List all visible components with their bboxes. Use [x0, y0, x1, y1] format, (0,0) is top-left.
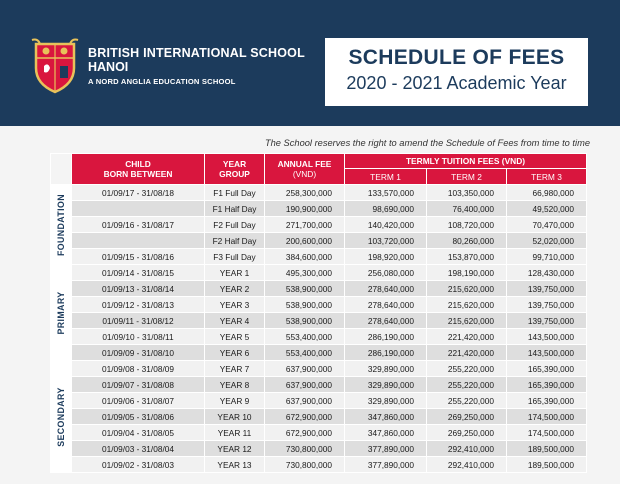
term2-fee-cell: 221,420,000	[427, 345, 507, 361]
table-row	[51, 457, 587, 473]
annual-fee-cell: 495,300,000	[265, 265, 345, 281]
born-between-cell: 01/09/16 - 31/08/17	[72, 217, 205, 233]
born-between-cell: 01/09/12 - 31/08/13	[72, 297, 205, 313]
term2-fee-cell: 255,220,000	[427, 393, 507, 409]
term3-fee-cell: 139,750,000	[507, 281, 587, 297]
term1-fee-cell: 286,190,000	[345, 329, 427, 345]
born-between-cell: 01/09/13 - 31/08/14	[72, 281, 205, 297]
term2-fee-cell: 269,250,000	[427, 409, 507, 425]
term2-fee-cell: 198,190,000	[427, 265, 507, 281]
year-group-cell: YEAR 9	[205, 393, 265, 409]
annual-fee-cell: 672,900,000	[265, 425, 345, 441]
header-annual-line2: (VND)	[292, 169, 317, 179]
table-row	[51, 185, 587, 201]
term2-fee-cell: 255,220,000	[427, 377, 507, 393]
header-year-group	[205, 154, 265, 185]
fees-table-body	[51, 185, 587, 473]
header-child-line1: CHILD	[125, 159, 151, 169]
born-between-cell	[72, 201, 205, 217]
header-year-line1: YEAR	[222, 159, 247, 169]
term1-fee-cell: 256,080,000	[345, 265, 427, 281]
term1-fee-cell: 329,890,000	[345, 377, 427, 393]
table-row	[51, 201, 587, 217]
table-row	[51, 345, 587, 361]
born-between-cell: 01/09/15 - 31/08/16	[72, 249, 205, 265]
table-row	[51, 265, 587, 281]
school-name-line2: HANOI	[88, 60, 129, 74]
born-between-cell: 01/09/05 - 31/08/06	[72, 409, 205, 425]
annual-fee-cell: 730,800,000	[265, 441, 345, 457]
born-between-cell: 01/09/07 - 31/08/08	[72, 377, 205, 393]
annual-fee-cell: 258,300,000	[265, 185, 345, 201]
term3-fee-cell: 143,500,000	[507, 329, 587, 345]
annual-fee-cell: 538,900,000	[265, 281, 345, 297]
term1-fee-cell: 140,420,000	[345, 217, 427, 233]
school-crest-icon	[30, 38, 80, 94]
term1-fee-cell: 133,570,000	[345, 185, 427, 201]
term3-fee-cell: 49,520,000	[507, 201, 587, 217]
term3-fee-cell: 66,980,000	[507, 185, 587, 201]
year-group-cell: F2 Full Day	[205, 217, 265, 233]
term3-fee-cell: 128,430,000	[507, 265, 587, 281]
year-group-cell: F1 Full Day	[205, 185, 265, 201]
header-annual-fee	[265, 154, 345, 185]
amendment-notice: The School reserves the right to amend the Schedule of Fees from time to time	[264, 138, 590, 148]
term3-fee-cell: 139,750,000	[507, 297, 587, 313]
table-row	[51, 425, 587, 441]
header-termly-fees: TERMLY TUITION FEES (VND)	[345, 154, 587, 169]
table-row	[51, 377, 587, 393]
born-between-cell: 01/09/09 - 31/08/10	[72, 345, 205, 361]
year-group-cell: YEAR 13	[205, 457, 265, 473]
term2-fee-cell: 76,400,000	[427, 201, 507, 217]
term1-fee-cell: 103,720,000	[345, 233, 427, 249]
term1-fee-cell: 329,890,000	[345, 361, 427, 377]
annual-fee-cell: 553,400,000	[265, 329, 345, 345]
header-year-line2: GROUP	[219, 169, 250, 179]
section-label-text: PRIMARY	[56, 290, 66, 335]
page-subtitle: 2020 - 2021 Academic Year	[346, 73, 567, 93]
table-row	[51, 313, 587, 329]
born-between-cell: 01/09/08 - 31/08/09	[72, 361, 205, 377]
term3-fee-cell: 174,500,000	[507, 425, 587, 441]
header-banner	[0, 0, 620, 126]
term1-fee-cell: 278,640,000	[345, 281, 427, 297]
table-row	[51, 361, 587, 377]
term2-fee-cell: 215,620,000	[427, 281, 507, 297]
section-label-primary	[51, 265, 72, 361]
table-row	[51, 329, 587, 345]
term1-fee-cell: 347,860,000	[345, 425, 427, 441]
year-group-cell: YEAR 7	[205, 361, 265, 377]
term3-fee-cell: 189,500,000	[507, 441, 587, 457]
term2-fee-cell: 269,250,000	[427, 425, 507, 441]
born-between-cell: 01/09/10 - 31/08/11	[72, 329, 205, 345]
born-between-cell: 01/09/17 - 31/08/18	[72, 185, 205, 201]
annual-fee-cell: 200,600,000	[265, 233, 345, 249]
title-box	[325, 38, 588, 106]
term2-fee-cell: 221,420,000	[427, 329, 507, 345]
term3-fee-cell: 143,500,000	[507, 345, 587, 361]
section-label-text: SECONDARY	[56, 386, 66, 447]
born-between-cell: 01/09/11 - 31/08/12	[72, 313, 205, 329]
year-group-cell: YEAR 2	[205, 281, 265, 297]
year-group-cell: F3 Full Day	[205, 249, 265, 265]
born-between-cell: 01/09/02 - 31/08/03	[72, 457, 205, 473]
table-row	[51, 409, 587, 425]
table-row	[51, 217, 587, 233]
annual-fee-cell: 538,900,000	[265, 313, 345, 329]
school-tagline: A NORD ANGLIA EDUCATION SCHOOL	[88, 77, 236, 86]
term1-fee-cell: 377,890,000	[345, 457, 427, 473]
born-between-cell: 01/09/06 - 31/08/07	[72, 393, 205, 409]
term3-fee-cell: 165,390,000	[507, 393, 587, 409]
term3-fee-cell: 165,390,000	[507, 377, 587, 393]
term1-fee-cell: 198,920,000	[345, 249, 427, 265]
corner-cell	[51, 154, 72, 185]
annual-fee-cell: 672,900,000	[265, 409, 345, 425]
school-name-block	[88, 46, 305, 86]
header-child-born	[72, 154, 205, 185]
year-group-cell: YEAR 10	[205, 409, 265, 425]
year-group-cell: YEAR 5	[205, 329, 265, 345]
header-term3: TERM 3	[507, 169, 587, 185]
term1-fee-cell: 278,640,000	[345, 313, 427, 329]
term2-fee-cell: 292,410,000	[427, 441, 507, 457]
born-between-cell: 01/09/03 - 31/08/04	[72, 441, 205, 457]
annual-fee-cell: 384,600,000	[265, 249, 345, 265]
born-between-cell	[72, 233, 205, 249]
header-term1: TERM 1	[345, 169, 427, 185]
header-term2: TERM 2	[427, 169, 507, 185]
term2-fee-cell: 215,620,000	[427, 313, 507, 329]
annual-fee-cell: 553,400,000	[265, 345, 345, 361]
year-group-cell: YEAR 12	[205, 441, 265, 457]
term3-fee-cell: 70,470,000	[507, 217, 587, 233]
annual-fee-cell: 190,900,000	[265, 201, 345, 217]
header-annual-line1: ANNUAL FEE	[277, 159, 332, 169]
term1-fee-cell: 347,860,000	[345, 409, 427, 425]
section-label-secondary	[51, 361, 72, 473]
born-between-cell: 01/09/14 - 31/08/15	[72, 265, 205, 281]
annual-fee-cell: 538,900,000	[265, 297, 345, 313]
table-row	[51, 233, 587, 249]
term2-fee-cell: 108,720,000	[427, 217, 507, 233]
term1-fee-cell: 377,890,000	[345, 441, 427, 457]
table-row	[51, 393, 587, 409]
year-group-cell: F1 Half Day	[205, 201, 265, 217]
term2-fee-cell: 215,620,000	[427, 297, 507, 313]
term1-fee-cell: 286,190,000	[345, 345, 427, 361]
header-child-line2: BORN BETWEEN	[103, 169, 173, 179]
term1-fee-cell: 98,690,000	[345, 201, 427, 217]
table-row	[51, 249, 587, 265]
annual-fee-cell: 637,900,000	[265, 393, 345, 409]
year-group-cell: YEAR 4	[205, 313, 265, 329]
term2-fee-cell: 255,220,000	[427, 361, 507, 377]
table-row	[51, 441, 587, 457]
term2-fee-cell: 292,410,000	[427, 457, 507, 473]
term3-fee-cell: 189,500,000	[507, 457, 587, 473]
term2-fee-cell: 153,870,000	[427, 249, 507, 265]
school-name-line1: BRITISH INTERNATIONAL SCHOOL	[88, 46, 305, 60]
term3-fee-cell: 139,750,000	[507, 313, 587, 329]
year-group-cell: YEAR 6	[205, 345, 265, 361]
table-row	[51, 297, 587, 313]
year-group-cell: YEAR 8	[205, 377, 265, 393]
born-between-cell: 01/09/04 - 31/08/05	[72, 425, 205, 441]
term1-fee-cell: 329,890,000	[345, 393, 427, 409]
annual-fee-cell: 637,900,000	[265, 361, 345, 377]
section-label-foundation	[51, 185, 72, 265]
term2-fee-cell: 80,260,000	[427, 233, 507, 249]
term3-fee-cell: 174,500,000	[507, 409, 587, 425]
year-group-cell: F2 Half Day	[205, 233, 265, 249]
fees-table	[50, 153, 587, 473]
year-group-cell: YEAR 3	[205, 297, 265, 313]
term2-fee-cell: 103,350,000	[427, 185, 507, 201]
term1-fee-cell: 278,640,000	[345, 297, 427, 313]
section-label-text: FOUNDATION	[56, 193, 66, 256]
year-group-cell: YEAR 1	[205, 265, 265, 281]
table-row	[51, 281, 587, 297]
year-group-cell: YEAR 11	[205, 425, 265, 441]
term3-fee-cell: 52,020,000	[507, 233, 587, 249]
annual-fee-cell: 730,800,000	[265, 457, 345, 473]
page-title: SCHEDULE OF FEES	[348, 46, 565, 69]
term3-fee-cell: 99,710,000	[507, 249, 587, 265]
annual-fee-cell: 271,700,000	[265, 217, 345, 233]
term3-fee-cell: 165,390,000	[507, 361, 587, 377]
annual-fee-cell: 637,900,000	[265, 377, 345, 393]
